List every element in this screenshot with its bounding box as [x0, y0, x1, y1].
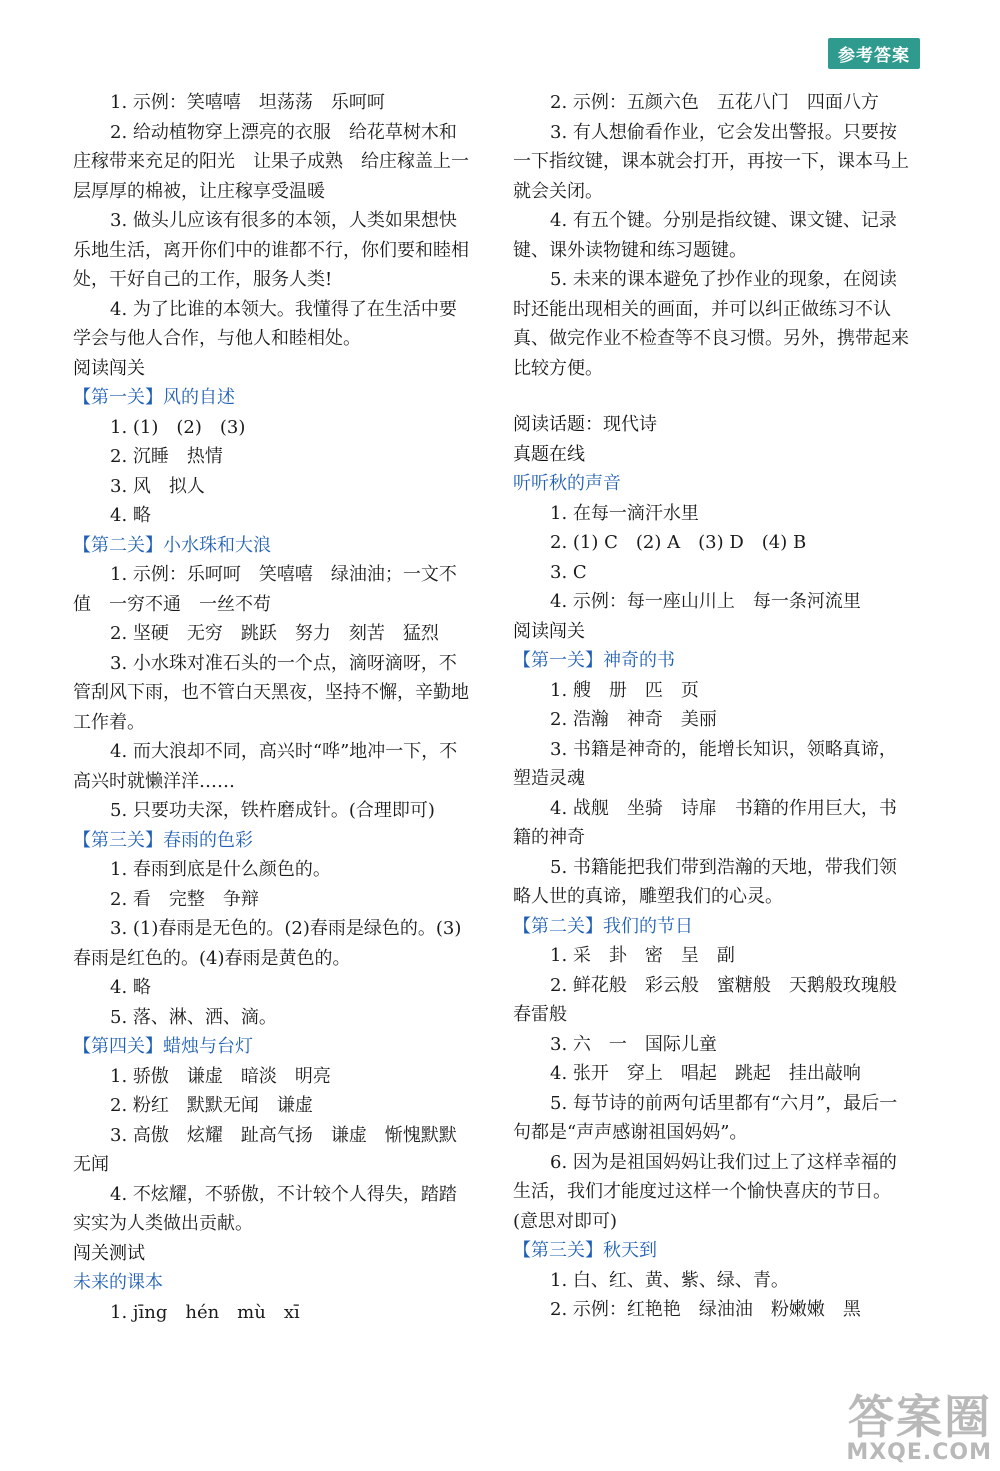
answer-item: 3. 风 拟人: [110, 475, 205, 497]
answer-item: 4. 示例：每一座山川上 每一条河流里: [550, 591, 861, 612]
subsection-heading: 【第二关】我们的节日: [513, 915, 693, 937]
section-heading: 真题在线: [513, 443, 585, 465]
answer-item: 4. 张开 穿上 唱起 跳起 挂出敲响: [550, 1063, 861, 1084]
answer-item: 5. 只要功夫深，铁杵磨成针。(合理即可): [110, 800, 435, 821]
answer-item: 2. 沉睡 热情: [110, 446, 223, 467]
answer-item: 1. 春雨到底是什么颜色的。: [110, 859, 331, 880]
answer-item: 1. 白、红、黄、紫、绿、青。: [550, 1269, 789, 1291]
answer-item: 6. 因为是祖国妈妈让我们过上了这样幸福的生活，我们才能度过这样一个愉快喜庆的节日。(意思对即可): [513, 1151, 897, 1232]
answer-item: 5. 每节诗的前两句话里都有“六月”，最后一句都是“声声感谢祖国妈妈”。: [513, 1092, 898, 1143]
subsection-heading: 【第四关】蜡烛与台灯: [73, 1036, 253, 1057]
subsection-heading: 【第一关】神奇的书: [513, 650, 675, 671]
subsection-heading: 【第二关】小水珠和大浪: [73, 534, 271, 556]
subsection-heading: 【第三关】秋天到: [513, 1240, 657, 1261]
answer-item: 2. 坚硬 无穷 跳跃 努力 刻苦 猛烈: [110, 623, 439, 644]
answer-item: 1. 艘 册 匹 页: [550, 679, 699, 701]
answer-item: 2. 看 完整 争辩: [110, 888, 259, 910]
watermark: [846, 1390, 992, 1465]
answer-item: 1. 示例：乐呵呵 笑嘻嘻 绿油油；一文不值 一穷不通 一丝不苟: [73, 564, 457, 615]
subsection-heading: 未来的课本: [73, 1272, 163, 1293]
answer-item: 5. 书籍能把我们带到浩瀚的天地，带我们领略人世的真谛，雕塑我们的心灵。: [513, 856, 897, 907]
answer-key-badge: 参考答案: [828, 38, 920, 69]
answer-item: 5. 未来的课本避免了抄作业的现象，在阅读时还能出现相关的画面，并可以纠正做练习不认真、做完作业不检查等不良习惯。另外，携带起来比较方便。: [513, 269, 909, 379]
answer-item: 3. 有人想偷看作业，它会发出警报。只要按一下指纹键，课本就会打开，再按一下，课本马上就会关闭。: [513, 121, 909, 202]
watermark-url: MXQE.COM: [846, 1440, 992, 1465]
answer-item: 1. jīng hén mù xī: [110, 1301, 300, 1323]
right-column: [513, 88, 913, 1325]
answer-item: 3. 高傲 炫耀 趾高气扬 谦虚 惭愧默默无闻: [73, 1124, 457, 1175]
watermark-logo: 答案圈: [848, 1390, 992, 1444]
subsection-heading: 听听秋的声音: [513, 473, 621, 494]
answer-item: 1. 示例：笑嘻嘻 坦荡荡 乐呵呵: [110, 92, 385, 113]
answer-item: 3. 小水珠对准石头的一个点，滴呀滴呀，不管刮风下雨，也不管白天黑夜，坚持不懈，辛勤地工作着。: [73, 652, 469, 733]
answer-item: 3. 做头儿应该有很多的本领，人类如果想快乐地生活，离开你们中的谁都不行，你们要和睦相处，干好自己的工作，服务人类!: [73, 210, 469, 290]
answer-item: 2. 粉红 默默无闻 谦虚: [110, 1095, 313, 1116]
answer-item: 3. 书籍是神奇的，能增长知识，领略真谛，塑造灵魂: [513, 738, 897, 789]
answer-item: 4. 有五个键。分别是指纹键、课文键、记录键、课外读物键和练习题键。: [513, 210, 897, 261]
answer-item: 3. C: [550, 561, 587, 583]
answer-item: 1. (1) (2) (3): [110, 416, 246, 438]
answer-item: 2. 浩瀚 神奇 美丽: [550, 709, 717, 730]
answer-item: 2. 示例：五颜六色 五花八门 四面八方: [550, 92, 879, 113]
answer-item: 5. 落、淋、洒、滴。: [110, 1006, 277, 1028]
answer-item: 1. 在每一滴汗水里: [550, 502, 699, 524]
answer-item: 2. 鲜花般 彩云般 蜜糖般 天鹅般玫瑰般 春雷般: [513, 974, 915, 1025]
left-column: [73, 88, 473, 1327]
answer-item: 4. 略: [110, 505, 151, 526]
answer-item: 2. 给动植物穿上漂亮的衣服 给花草树木和庄稼带来充足的阳光 让果子成熟 给庄稼盖上一层厚厚的棉被，让庄稼享受温暖: [73, 121, 469, 202]
answer-item: 1. 骄傲 谦虚 暗淡 明亮: [110, 1065, 331, 1087]
answer-item: 3. (1)春雨是无色的。(2)春雨是绿色的。(3)春雨是红色的。(4)春雨是黄色的。: [73, 918, 462, 969]
section-heading: 阅读话题：现代诗: [513, 414, 657, 435]
answer-item: 4. 战舰 坐骑 诗扉 书籍的作用巨大，书籍的神奇: [513, 797, 897, 848]
subsection-heading: 【第三关】春雨的色彩: [73, 829, 253, 851]
section-heading: 闯关测试: [73, 1242, 145, 1264]
answer-item: 2. 示例：红艳艳 绿油油 粉嫩嫩 黑: [550, 1299, 861, 1320]
answer-item: 1. 采 卦 密 呈 副: [550, 945, 735, 966]
section-heading: 阅读闯关: [73, 357, 145, 379]
answer-item: 4. 不炫耀，不骄傲，不计较个人得失，踏踏实实为人类做出贡献。: [73, 1183, 457, 1234]
answer-item: 4. 略: [110, 977, 151, 998]
answer-item: 2. (1) C (2) A (3) D (4) B: [550, 532, 807, 553]
spacer: [513, 383, 913, 410]
answer-item: 4. 而大浪却不同，高兴时“哗”地冲一下，不高兴时就懒洋洋……: [73, 741, 458, 792]
answer-item: 4. 为了比谁的本领大。我懂得了在生活中要学会与他人合作，与他人和睦相处。: [73, 298, 457, 349]
subsection-heading: 【第一关】风的自述: [73, 387, 235, 408]
answer-item: 3. 六 一 国际儿童: [550, 1033, 717, 1055]
section-heading: 阅读闯关: [513, 620, 585, 642]
